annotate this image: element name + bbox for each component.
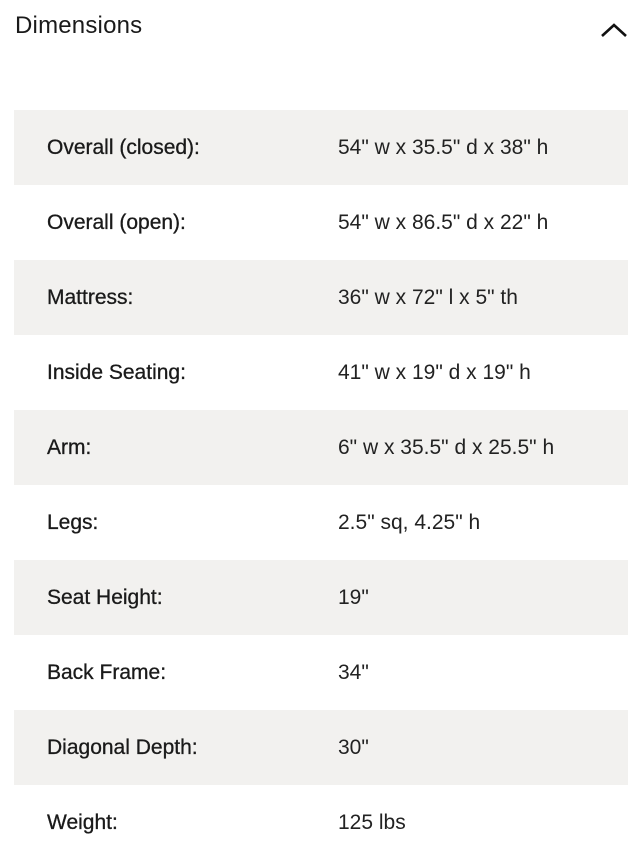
dimension-value: 54" w x 86.5" d x 22" h xyxy=(338,210,549,234)
dimension-label: Overall (closed): xyxy=(47,135,200,159)
dimension-value: 19" xyxy=(338,585,369,609)
dimensions-accordion-header[interactable] xyxy=(0,0,640,60)
dimension-row xyxy=(14,335,628,410)
dimension-label: Seat Height: xyxy=(47,585,163,609)
dimension-row xyxy=(14,560,628,635)
dimension-row xyxy=(14,410,628,485)
dimension-label: Arm: xyxy=(47,435,92,459)
dimension-value: 6" w x 35.5" d x 25.5" h xyxy=(338,435,555,459)
dimension-row xyxy=(14,260,628,335)
dimension-label: Mattress: xyxy=(47,285,134,309)
section-title: Dimensions xyxy=(15,12,143,39)
dimension-value: 36" w x 72" l x 5" th xyxy=(338,285,518,309)
dimension-value: 41" w x 19" d x 19" h xyxy=(338,360,531,384)
dimension-label: Legs: xyxy=(47,510,99,534)
dimension-row xyxy=(14,185,628,260)
dimension-label: Inside Seating: xyxy=(47,360,186,384)
dimension-value: 125 lbs xyxy=(338,810,406,834)
dimension-label: Weight: xyxy=(47,810,118,834)
dimension-label: Diagonal Depth: xyxy=(47,735,198,759)
dimension-row xyxy=(14,110,628,185)
dimension-value: 54" w x 35.5" d x 38" h xyxy=(338,135,549,159)
dimensions-table xyxy=(14,110,628,860)
dimension-row xyxy=(14,635,628,710)
dimension-label: Back Frame: xyxy=(47,660,167,684)
dimension-value: 34" xyxy=(338,660,369,684)
dimension-value: 2.5" sq, 4.25" h xyxy=(338,510,481,534)
chevron-up-icon[interactable] xyxy=(598,20,630,40)
dimension-label: Overall (open): xyxy=(47,210,186,234)
dimension-row xyxy=(14,485,628,560)
dimension-value: 30" xyxy=(338,735,369,759)
dimension-row xyxy=(14,785,628,860)
dimension-row xyxy=(14,710,628,785)
